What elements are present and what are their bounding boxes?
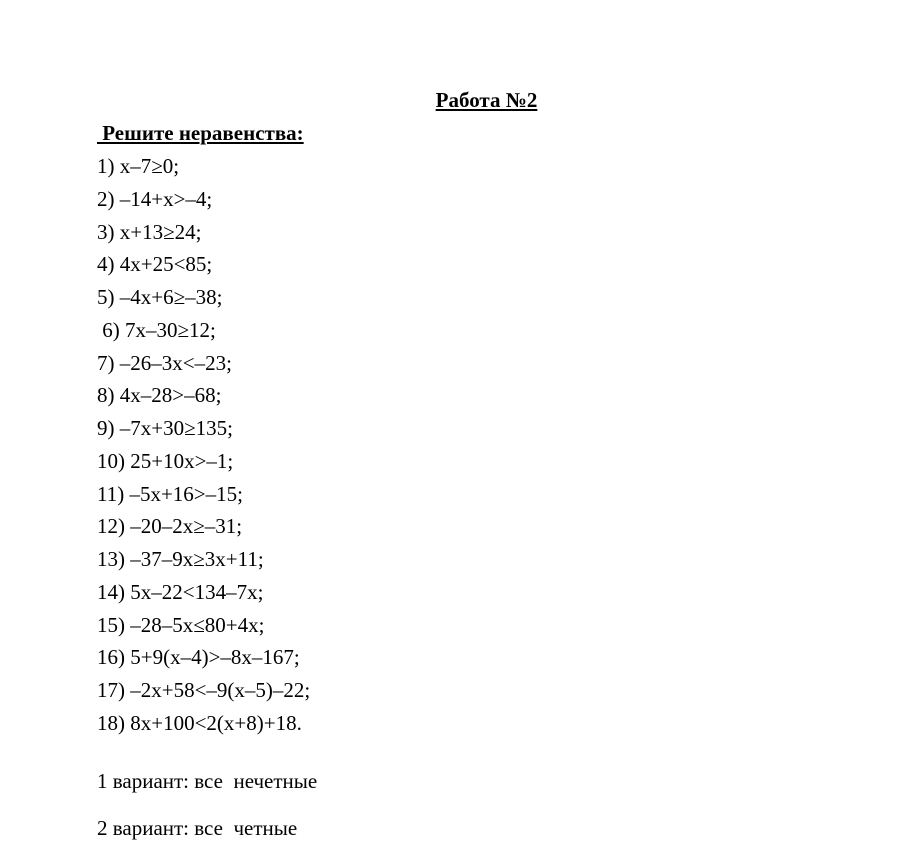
problem-item: 2) –14+x>–4; [97, 186, 213, 211]
problem-item: 16) 5+9(x–4)>–8x–167; [97, 645, 300, 670]
problem-item: 14) 5x–22<134–7x; [97, 579, 264, 604]
problem-item: 15) –28–5x≤80+4x; [97, 612, 265, 637]
variant-1-note: 1 вариант: все нечетные [97, 769, 318, 793]
task-heading: Решите неравенства: [97, 121, 304, 145]
problem-item: 3) x+13≥24; [97, 219, 202, 244]
problem-item: 17) –2x+58<–9(x–5)–22; [97, 678, 311, 702]
problem-item: 13) –37–9x≥3x+11; [97, 547, 264, 571]
problem-item: 12) –20–2x≥–31; [97, 514, 243, 539]
document-title: Работа №2 [435, 88, 538, 112]
problem-item: 5) –4x+6≥–38; [97, 285, 223, 309]
variant-2-note: 2 вариант: все четные [97, 816, 298, 840]
problem-item: 4) 4x+25<85; [97, 252, 213, 277]
problem-item: 10) 25+10x>–1; [97, 448, 234, 473]
problem-item: 7) –26–3x<–23; [97, 350, 232, 375]
problem-list [97, 150, 310, 740]
problem-item: 6) 7x–30≥12; [97, 317, 216, 342]
problem-item: 18) 8x+100<2(x+8)+18. [97, 710, 302, 735]
problem-item: 1) x–7≥0; [97, 154, 180, 178]
problem-item: 9) –7x+30≥135; [97, 416, 233, 440]
problem-item: 11) –5x+16>–15; [97, 481, 243, 506]
problem-item: 8) 4x–28>–68; [97, 383, 222, 408]
